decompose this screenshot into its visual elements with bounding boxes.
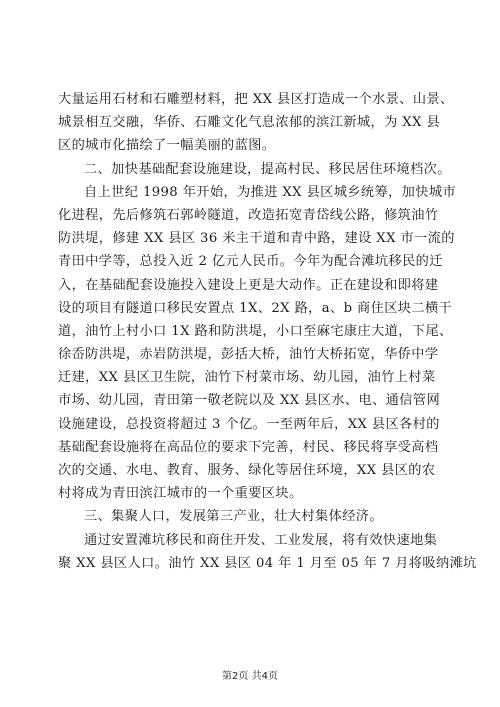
text-line: 次的交通、水电、教育、服务、绿化等居住环境，XX 县区的农 [58, 463, 436, 478]
text-line: 入，在基础配套设施投入建设上更是大动作。正在建设和即将建 [58, 277, 439, 293]
page-footer: 第2页 共4页 [222, 671, 278, 682]
text-line: 二、加快基础配套设施建设，提高村民、移民居住环境档次。 [84, 161, 451, 177]
text-line: 城景相互交融，华侨、石雕文化气息浓郁的滨江新城，为 XX 县 [58, 115, 441, 131]
text-line: 大量运用石材和石雕塑材料，把 XX 县区打造成一个水景、山景、 [58, 92, 454, 107]
text-line: 迁建，XX 县区卫生院，油竹下村菜市场、幼儿园，油竹上村菜 [58, 370, 436, 386]
text-line: 通过安置滩坑移民和商住开发、工业发展，将有效快速地集 [84, 532, 438, 548]
text-line: 设的项目有隧道口移民安置点 1X、2X 路，a、b 商住区块二横干 [58, 300, 453, 316]
text-line: 基础配套设施将在高品位的要求下完善，村民、移民将享受高档 [58, 439, 439, 455]
text-line: 道，油竹上村小口 1X 路和防洪堤，小口至麻宅康庄大道，下尾、 [58, 323, 453, 339]
document-body [58, 88, 477, 575]
text-line: 三、集聚人口，发展第三产业，壮大村集体经济。 [84, 509, 383, 525]
text-line: 村将成为青田滨江城市的一个重要区块。 [58, 486, 303, 502]
text-line: 青田中学等，总投入近 2 亿元人民币。今年为配合滩坑移民的迁 [58, 254, 443, 270]
text-line: 聚 XX 县区人口。油竹 XX 县区 04 年 1 月至 05 年 7 月将吸纳滩坑 [58, 555, 477, 571]
text-line: 防洪堤，修建 XX 县区 36 米主干道和青中路，建设 XX 市一流的 [58, 231, 455, 247]
text-line: 化进程，先后修筑石郭岭隧道，改造拓宽青岱线公路，修筑油竹 [58, 207, 439, 223]
text-line: 自上世纪 1998 年开始，为推进 XX 县区城乡统筹，加快城市 [84, 184, 457, 200]
text-line: 设施建设，总投资将超过 3 个亿。一至两年后，XX 县区各村的 [58, 416, 440, 432]
text-line: 区的城市化描绘了一幅美丽的蓝图。 [58, 138, 276, 154]
text-line: 徐岙防洪堤，赤岩防洪堤，彭括大桥，油竹大桥拓宽，华侨中学 [58, 347, 439, 363]
text-line: 市场、幼儿园，青田第一敬老院以及 XX 县区水、电、通信管网 [58, 393, 441, 409]
